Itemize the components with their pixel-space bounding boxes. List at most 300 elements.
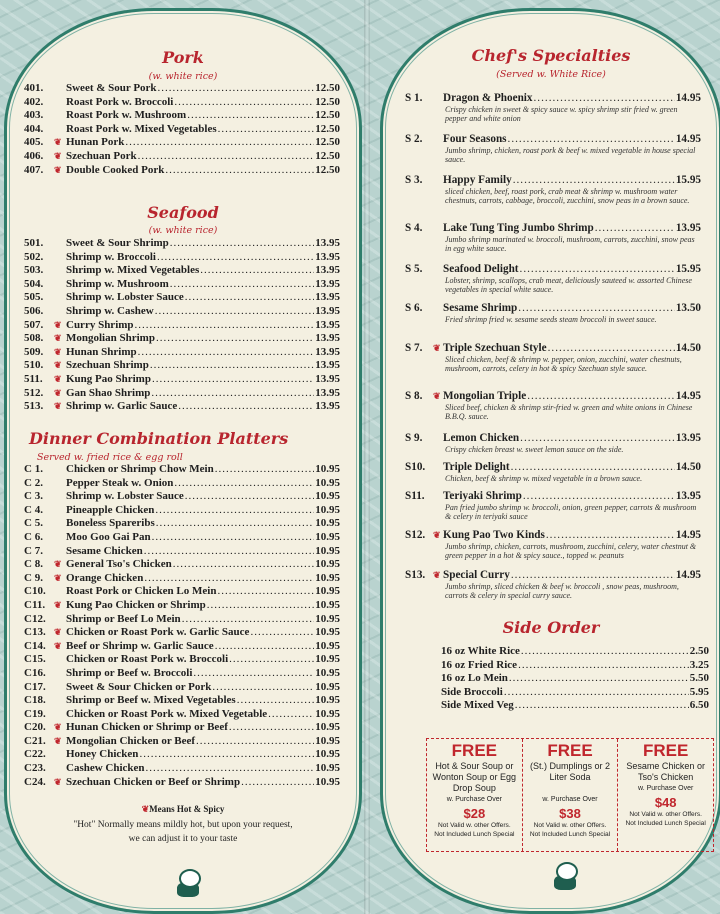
item-name: Chicken or Roast Pork w. Broccoli [66,653,229,666]
item-name: Kung Pao Shrimp [66,372,151,385]
item-description: Chicken, beef & shrimp w. mixed vegetable in a brown sauce. [445,474,643,483]
item-description: Pan fried jumbo shrimp w. broccoli, onion, green pepper, carrots & mushroom & celery in teriyaki sauce [445,503,697,522]
item-name: Shrimp w. Cashew [66,304,154,317]
item-price: 14.95 [675,390,701,402]
item-code: 502. [24,250,44,263]
item-price: 13.95 [675,222,701,234]
menu-item [441,672,709,686]
item-price: 13.95 [315,264,340,277]
item-code: S11. [405,490,425,502]
leader-dots [138,150,315,164]
item-name: Chicken or Shrimp Chow Mein [66,463,214,475]
item-price: 13.95 [315,318,340,331]
menu-item [24,572,340,586]
leader-dots [170,278,314,292]
menu-item [24,735,340,749]
menu-item [24,264,340,278]
offer-text: Hot & Sour Soup or Wonton Soup or Egg Drop Soup [432,761,517,793]
specialty-item [405,91,701,124]
item-name: Roast Pork w. Mixed Vegetables [66,122,217,135]
leader-dots [158,82,315,96]
item-name: Happy Family [443,174,512,186]
item-price: 13.95 [315,345,340,358]
menu-item [24,681,340,695]
item-price: 14.50 [675,342,701,354]
hot-pepper-icon: ❦ [141,804,150,814]
item-code: C17. [24,680,46,693]
menu-item [24,251,340,265]
item-price: 12.50 [315,95,340,108]
item-description: Fried shrimp fried w. sesame seeds steam broccoli in sweet sauce. [445,315,657,324]
item-description: Sliced chicken, beef & shrimp w. pepper, onion, zucchini, water chestnuts, mushroom, carrots, celery in hot & spicy Szechuan style sauce. [445,355,682,374]
hot-pepper-icon: ❦ [54,735,62,746]
item-code: C13. [24,626,46,639]
hot-pepper-icon: ❦ [54,346,62,357]
item-code: 512. [24,386,44,399]
item-code: S 6. [405,302,423,314]
item-price: 10.95 [315,762,340,775]
seafood-title: Seafood [147,203,219,222]
leader-dots [173,558,315,572]
menu-item [24,387,340,401]
item-name: Orange Chicken [66,571,144,584]
item-price: 10.95 [315,571,340,584]
item-code: 401. [24,82,44,94]
item-code: S 4. [405,222,423,234]
offer-notvalid: Not Valid w. other Offers. [629,811,703,818]
hot-pepper-icon: ❦ [54,137,62,148]
item-code: S 2. [405,133,423,145]
item-price: 13.95 [315,277,340,290]
side-order-title: Side Order [502,618,600,637]
specials-subtitle: (Served w. White Rice) [496,69,606,80]
combo-title: Dinner Combination Platters [29,429,289,448]
hot-pepper-icon: ❦ [54,319,62,330]
item-code: 510. [24,359,44,372]
item-code: 507. [24,318,44,331]
item-name: Side Broccoli [441,685,503,698]
hot-pepper-icon: ❦ [54,599,62,610]
hot-pepper-icon: ❦ [54,559,62,570]
free-offers-box [426,738,714,852]
item-price: 5.50 [689,672,709,685]
item-price: 13.95 [315,386,340,399]
item-price: 12.50 [315,163,340,176]
leader-dots [250,626,314,640]
item-code: S 9. [405,432,423,444]
menu-item [24,653,340,667]
combo-subtitle: Served w. fried rice & egg roll [37,452,183,463]
leader-dots [518,659,689,673]
offer-text: Sesame Chicken or Tso's Chicken [626,761,705,782]
leader-dots [207,599,314,613]
item-price: 10.95 [315,490,340,503]
item-code: 504. [24,277,44,290]
item-code: S10. [405,461,426,473]
item-price: 13.95 [315,304,340,317]
item-price: 15.95 [675,263,701,275]
item-price: 13.95 [675,490,701,502]
item-name: Special Curry [443,569,510,581]
menu-item [24,319,340,333]
item-price: 12.50 [315,149,340,162]
leader-dots [504,686,689,700]
item-description: Crispy chicken in sweet & spicy sauce w. spicy shrimp stir fried w. green pepper and white onion [445,105,678,124]
item-price: 10.95 [315,639,340,652]
hot-pepper-icon: ❦ [54,640,62,651]
item-name: Sweet & Sour Shrimp [66,237,169,249]
hot-pepper-icon: ❦ [433,530,441,540]
item-name: Beef or Shrimp w. Garlic Sauce [66,639,214,652]
leader-dots [217,585,314,599]
item-code: C 4. [24,503,43,516]
menu-item [24,748,340,762]
leader-dots [268,708,314,722]
leader-dots [174,477,314,491]
item-name: Sweet & Sour Chicken or Pork [66,680,212,693]
item-price: 10.95 [315,734,340,747]
item-price: 10.95 [315,680,340,693]
leader-dots [520,431,675,445]
menu-item [24,613,340,627]
item-name: Sweet & Sour Pork [66,82,157,94]
item-name: Shrimp w. Lobster Sauce [66,291,184,304]
item-name: Kung Pao Chicken or Shrimp [66,598,206,611]
menu-item [24,558,340,572]
item-name: Pepper Steak w. Onion [66,476,174,489]
menu-item [24,667,340,681]
item-name: Mongolian Shrimp [66,332,155,345]
menu-item [24,373,340,387]
item-code: C18. [24,694,46,707]
item-name: Honey Chicken [66,748,139,761]
item-price: 10.95 [315,463,340,475]
leader-dots [548,341,675,355]
item-code: 405. [24,136,44,149]
leader-dots [125,136,314,150]
item-code: C 2. [24,476,43,489]
leader-dots [182,613,315,627]
item-name: Szechuan Shrimp [66,359,149,372]
offer-purchase: w. Purchase Over [446,796,502,803]
leader-dots [187,109,314,123]
leader-dots [151,387,314,401]
menu-item [24,109,340,123]
leader-dots [509,672,689,686]
menu-item [24,82,340,96]
menu-item [24,463,340,477]
item-code: 506. [24,304,44,317]
item-name: Shrimp w. Broccoli [66,250,156,263]
item-code: C22. [24,748,46,761]
item-price: 13.95 [315,237,340,249]
item-name: Chicken or Roast Pork w. Garlic Sauce [66,626,250,639]
menu-item [24,237,340,251]
item-code: 505. [24,291,44,304]
leader-dots [155,305,315,319]
menu-item [24,136,340,150]
item-code: C11. [24,598,46,611]
item-name: 16 oz White Rice [441,645,520,657]
item-price: 3.25 [689,658,709,671]
hot-note-line2: we can adjust it to your taste [128,834,238,844]
menu-item [24,694,340,708]
item-price: 10.95 [315,476,340,489]
item-price: 12.50 [315,82,340,94]
offer-notincluded: Not Included Lunch Special [529,831,611,838]
leader-dots [139,748,314,762]
menu-item [24,477,340,491]
seafood-subtitle: (w. white rice) [148,225,218,236]
panda-mascot-icon [552,862,578,892]
hot-pepper-icon: ❦ [433,570,441,580]
item-code: C15. [24,653,46,666]
item-price: 10.95 [315,544,340,557]
leader-dots [178,400,314,414]
menu-item [24,150,340,164]
leader-dots [165,164,314,178]
item-price: 13.50 [675,302,701,314]
menu-item [24,278,340,292]
leader-dots [521,645,689,659]
specialty-item [405,132,701,165]
item-code: C 1. [24,463,43,475]
item-name: Shrimp or Beef w. Broccoli [66,666,193,679]
leader-dots [146,762,315,776]
item-code: C 9. [24,571,43,584]
menu-item [24,305,340,319]
item-price: 14.95 [675,133,701,145]
hot-pepper-icon: ❦ [54,722,62,733]
leader-dots [152,531,315,545]
item-code: S 1. [405,92,423,104]
item-name: Sesame Shrimp [443,302,518,314]
leader-dots [511,460,675,474]
item-name: Curry Shrimp [66,318,134,331]
item-code: 402. [24,95,44,108]
item-code: 404. [24,122,44,135]
leader-dots [229,653,314,667]
item-price: 15.95 [675,174,701,186]
menu-item [24,531,340,545]
offer-dumplings [523,739,619,851]
pork-subtitle: (w. white rice) [148,71,218,82]
item-price: 10.95 [315,707,340,720]
item-name: Mongolian Triple [443,390,527,402]
item-name: Side Mixed Veg [441,699,514,712]
item-name: Shrimp w. Mixed Vegetables [66,264,200,277]
item-code: S13. [405,569,426,581]
offer-purchase: w. Purchase Over [542,796,598,803]
menu-item [24,346,340,360]
item-code: C19. [24,707,46,720]
item-price: 5.95 [689,685,709,698]
item-name: Roast Pork w. Mushroom [66,109,187,122]
hot-pepper-icon: ❦ [433,391,441,401]
leader-dots [527,389,675,403]
item-description: Jumbo shrimp, sliced chicken & beef w. broccoli , snow peas, mushroom, carrots & celery in special curry sauce. [445,582,679,601]
item-code: C 7. [24,544,43,557]
item-code: S 5. [405,263,423,275]
panda-mascot-icon [175,869,201,899]
leader-dots [237,694,315,708]
offer-amount: $38 [559,806,581,821]
menu-item [24,585,340,599]
item-price: 6.50 [689,699,709,712]
menu-item [24,164,340,178]
item-name: Seafood Delight [443,263,519,275]
item-name: Double Cooked Pork [66,163,165,176]
leader-dots [156,332,314,346]
item-price: 10.95 [315,775,340,788]
item-name: Triple Delight [443,461,510,473]
seafood-list [24,237,340,414]
pork-list [24,82,340,177]
item-code: C12. [24,612,46,625]
item-code: 511. [24,372,43,385]
specialty-item [405,221,701,254]
item-price: 10.95 [315,748,340,761]
left-menu-panel [4,8,362,914]
leader-dots [135,319,315,333]
offer-notincluded: Not Included Lunch Special [434,831,515,838]
menu-fold [364,0,370,914]
item-price: 10.95 [315,626,340,639]
item-name: Gan Shao Shrimp [66,386,151,399]
item-code: 503. [24,264,44,277]
leader-dots [138,346,315,360]
item-code: S12. [405,529,426,541]
item-name: 16 oz Lo Mein [441,672,508,685]
item-description: Jumbo shrimp, chicken, carrots, mushroom, zucchini, celery, water chestnut & green pepper in a hot & spicy sauce., topped w. peanuts [445,542,697,561]
item-code: 501. [24,237,44,249]
item-name: Shrimp w. Garlic Sauce [66,400,178,413]
specialty-item [405,431,701,454]
offer-amount: $48 [654,795,677,810]
item-name: Shrimp w. Lobster Sauce [66,490,184,503]
item-price: 10.95 [315,517,340,530]
offer-free-label: FREE [451,741,497,760]
item-code: C 6. [24,530,43,543]
item-price: 10.95 [315,503,340,516]
hot-pepper-icon: ❦ [54,150,62,161]
leader-dots [157,251,314,265]
item-code: C24. [24,775,46,788]
offer-notincluded: Not Included Lunch Special [625,820,706,827]
item-description: Jumbo shrimp, chicken, roast pork & beef w. mixed vegetable in house special sauce. [445,146,696,165]
item-code: C23. [24,762,46,775]
specialty-item [405,262,701,295]
specialty-item [405,173,701,206]
item-price: 13.95 [315,291,340,304]
item-name: Mongolian Chicken or Beef [66,734,196,747]
item-code: C 5. [24,517,43,530]
menu-item [24,776,340,790]
item-name: Shrimp or Beef Lo Mein [66,612,181,625]
leader-dots [515,699,689,713]
leader-dots [196,735,314,749]
hot-pepper-icon: ❦ [54,776,62,787]
leader-dots [155,504,314,518]
hot-pepper-icon: ❦ [433,343,441,353]
menu-item [24,599,340,613]
leader-dots [212,681,314,695]
item-name: Triple Szechuan Style [443,342,547,354]
pork-title: Pork [162,48,204,67]
item-name: Kung Pao Two Kinds [443,529,545,541]
specialty-item [405,341,701,374]
item-code: C14. [24,639,46,652]
menu-item [24,123,340,137]
item-name: Lake Tung Ting Jumbo Shrimp [443,222,594,234]
offer-free-label: FREE [547,741,593,760]
leader-dots [200,264,314,278]
combo-list [24,463,340,789]
menu-item [441,686,709,700]
menu-item [24,762,340,776]
menu-item [24,359,340,373]
leader-dots [156,517,315,531]
leader-dots [144,545,315,559]
specialty-item [405,389,701,422]
item-code: 403. [24,109,44,122]
leader-dots [144,572,314,586]
offer-amount: $28 [463,806,486,821]
item-code: 509. [24,345,44,358]
menu-item [24,626,340,640]
item-name: Shrimp or Beef w. Mixed Vegetables [66,694,236,707]
item-name: Pineapple Chicken [66,503,155,516]
leader-dots [520,262,675,276]
leader-dots [185,291,314,305]
item-price: 14.95 [675,569,701,581]
leader-dots [513,173,675,187]
hot-pepper-icon: ❦ [54,387,62,398]
item-name: Four Seasons [443,133,507,145]
item-price: 13.95 [315,250,340,263]
offer-purchase: w. Purchase Over [638,785,694,792]
menu-item [24,332,340,346]
item-price: 12.50 [315,122,340,135]
item-description: Crispy chicken breast w. sweet lemon sauce on the side. [445,445,624,454]
item-price: 14.50 [675,461,701,473]
offer-notvalid: Not Valid w. other Offers. [437,822,511,829]
item-price: 13.95 [315,359,340,372]
item-price: 10.95 [315,694,340,707]
item-price: 10.95 [315,558,340,571]
offer-soup [427,739,523,851]
hot-pepper-icon: ❦ [54,333,62,344]
item-code: S 3. [405,174,423,186]
item-price: 10.95 [315,653,340,666]
leader-dots [518,301,675,315]
offer-chicken [618,739,713,851]
menu-item [441,659,709,673]
item-price: 12.50 [315,136,340,149]
leader-dots [546,528,675,542]
item-price: 10.95 [315,598,340,611]
item-price: 14.95 [675,92,701,104]
item-name: Boneless Spareribs [66,517,155,530]
item-name: 16 oz Fried Rice [441,658,518,671]
item-code: S 7. [405,342,423,354]
item-name: Teriyaki Shrimp [443,490,522,502]
leader-dots [215,640,315,654]
item-price: 13.95 [315,372,340,385]
menu-item [441,699,709,713]
menu-item [24,708,340,722]
item-description: Jumbo shrimp marinated w. broccoli, mushroom, carrots, zucchini, snow peas in egg white sauce. [445,235,695,254]
